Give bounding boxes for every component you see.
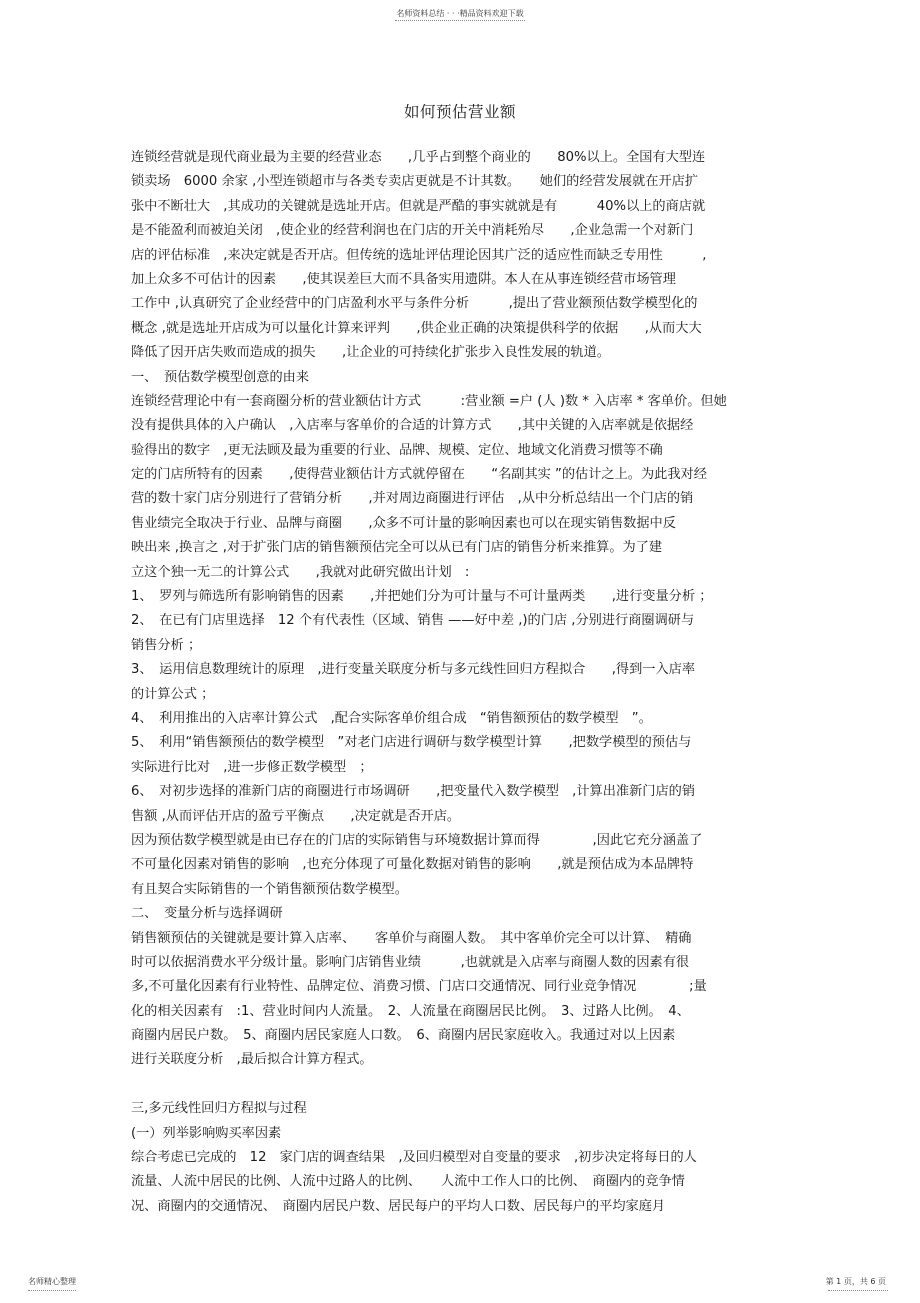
text-line: 店的评估标准 ,来决定就是否开店。但传统的选址评估理论因其广泛的适应性而缺乏专用性 ,	[131, 247, 707, 263]
text-line: 的计算公式 ；	[131, 686, 215, 702]
text-line: 工作中 ,认真研究了企业经营中的门店盈利水平与条件分析 ,提出了营业额预估数学模型化的	[131, 296, 698, 312]
text-line: 售额 ,从而评估开店的盈亏平衡点 ,决定就是否开店。	[131, 808, 461, 824]
text-line: 流量、人流中居民的比例、人流中过路人的比例、 人流中工作人口的比例、 商圈内的竞争情	[131, 1174, 685, 1190]
text-line: 不可量化因素对销售的影响 ,也充分体现了可量化数据对销售的影响 ,就是预估成为本品牌特	[131, 857, 694, 873]
text-line: 进行关联度分析 ,最后拟合计算方程式。	[131, 1052, 373, 1068]
text-line: 营的数十家门店分别进行了营销分析 ,并对周边商圈进行评估 ,从中分析总结出一个门店的销	[131, 491, 694, 507]
paragraph-gap	[131, 1073, 773, 1097]
text-line: 5、 利用“销售额预估的数学模型 ”对老门店进行调研与数学模型计算 ,把数学模型的预估与	[131, 735, 692, 751]
text-line: 况、商圈内的交通情况、 商圈内居民户数、居民每户的平均人口数、居民每户的平均家庭月	[131, 1198, 666, 1214]
text-line: 加上众多不可估计的因素 ,使其误差巨大而不具备实用遗阱。本人在从事连锁经营市场管理	[131, 271, 676, 287]
document-body	[131, 146, 773, 1219]
text-line: (一）列举影响购买率因素	[131, 1125, 282, 1141]
text-line: 连锁经营就是现代商业最为主要的经营业态 ,几乎占到整个商业的 80%以上。全国有大型连	[131, 150, 706, 165]
text-line: 是不能盈利而被迫关闭 ,使企业的经营利润也在门店的开关中消耗殆尽 ,企业急需一个对新门	[131, 223, 694, 239]
footer-divider-right	[828, 1290, 888, 1291]
footer-left: 名师精心整理	[28, 1277, 76, 1286]
text-line: 销售分析 ；	[131, 637, 202, 653]
text-line: 一、 预估数学模型创意的由来	[131, 369, 310, 385]
text-line: 因为预估数学模型就是由已存在的门店的实际销售与环境数据计算而得 ,因此它充分涵盖了	[131, 832, 703, 848]
text-line: 概念 ,就是选址开店成为可以量化计算来评判 ,供企业正确的决策提供科学的依据 ,从而大大	[131, 320, 702, 336]
text-line: 没有提供具体的入户确认 ,入店率与客单价的合适的计算方式 ,其中关键的入店率就是依据经	[131, 418, 694, 434]
footer-divider-left	[28, 1290, 76, 1291]
text-line: 综合考虑已完成的 12 家门店的调查结果 ,及回归模型对自变量的要求 ,初步决定将每日的人	[131, 1150, 697, 1166]
text-line: 商圈内居民户数。 5、商圈内居民家庭人口数。 6、商圈内居民家庭收入。我通过对以上因素	[131, 1028, 676, 1044]
header-divider	[395, 20, 525, 21]
page-number: 第 1 页，共 6 页	[825, 1277, 886, 1286]
text-line: 多,不可量化因素有行业特性、品牌定位、消费习惯、门店口交通情况、同行业竞争情况 ;量	[131, 979, 707, 995]
text-line: 实际进行比对 ,进一步修正数学模型 ；	[131, 759, 373, 775]
text-line: 3、 运用信息数理统计的原理 ,进行变量关联度分析与多元线性回归方程拟合 ,得到一入店率	[131, 662, 696, 678]
text-line: 锁卖场 6000 余家 ,小型连锁超市与各类专卖店更就是不计其数。 她们的经营发展就在开店扩	[131, 174, 699, 190]
text-line: 定的门店所特有的因素 ,使得营业额估计方式就停留在 “名副其实 ”的估计之上。为此我对经	[131, 467, 707, 483]
text-line: 化的相关因素有 :1、营业时间内人流量。 2、人流量在商圈居民比例。 3、过路人比例。 4、	[131, 1003, 690, 1019]
text-line: 张中不断壮大 ,其成功的关键就是选址开店。但就是严酷的事实就就是有 40%以上的商店就	[131, 198, 706, 214]
text-line: 有且契合实际销售的一个销售额预估数学模型。	[131, 881, 408, 897]
text-line: 售业绩完全取决于行业、品牌与商圈 ,众多不可计量的影响因素也可以在现实销售数据中反	[131, 515, 676, 531]
text-line: 映出来 ,换言之 ,对于扩张门店的销售额预估完全可以从已有门店的销售分析来推算。为了建	[131, 540, 663, 556]
text-line: 三,多元线性回归方程拟与过程	[131, 1101, 307, 1117]
text-line: 立这个独一无二的计算公式 ,我就对此研究做出计划 :	[131, 564, 470, 580]
text-line: 销售额预估的关键就是要计算入店率、 客单价与商圈人数。 其中客单价完全可以计算、 精确	[131, 930, 692, 946]
text-line: 二、 变量分析与选择调研	[131, 906, 283, 922]
text-line: 时可以依据消费水平分级计量。影响门店销售业绩 ,也就就是入店率与商圈人数的因素有很	[131, 954, 690, 970]
text-line: 2、 在已有门店里选择 12 个有代表性（区域、销售 ——好中差 ,)的门店 ,分别进行商圈调研与	[131, 613, 695, 629]
text-line: 1、 罗列与筛选所有影响销售的因素 ,并把她们分为可计量与不可计量两类 ,进行变量分析 ；	[131, 589, 713, 605]
text-line: 4、 利用推出的入店率计算公式 ,配合实际客单价组合成 “销售额预估的数学模型 ”。	[131, 710, 652, 726]
text-line: 6、 对初步选择的准新门店的商圈进行市场调研 ,把变量代入数学模型 ,计算出准新门店的销	[131, 784, 696, 800]
document-title: 如何预估营业额	[403, 103, 516, 121]
text-line: 验得出的数字 ,更无法顾及最为重要的行业、品牌、规模、定位、地域文化消费习惯等不确	[131, 442, 663, 458]
page-header: 名师资料总结 · · ·精品资料欢迎下载	[396, 9, 524, 18]
text-line: 连锁经营理论中有一套商圈分析的营业额估计方式 :营业额 =户 (人 )数 * 入店率 * 客单价。但她	[131, 393, 727, 409]
text-line: 降低了因开店失败而造成的损失 ,让企业的可持续化扩张步入良性发展的轨道。	[131, 345, 610, 361]
